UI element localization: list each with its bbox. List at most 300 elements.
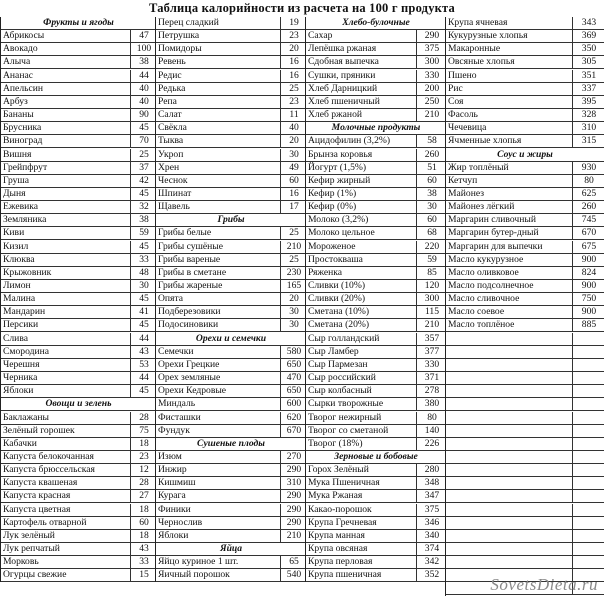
table-row [1, 517, 156, 530]
product-name: Чеснок [158, 174, 188, 186]
product-name: Чернослив [158, 516, 203, 528]
product-name: Жир топлёный [448, 161, 509, 173]
table-row [156, 319, 306, 332]
table-row [1, 188, 156, 201]
table-row [1, 319, 156, 332]
table-row [1, 122, 156, 135]
table-row [306, 149, 446, 162]
product-name: Хлеб Дарницкий [308, 82, 378, 94]
table-row [306, 412, 446, 425]
product-name: Клюква [3, 253, 35, 265]
calorie-value: 357 [416, 333, 446, 345]
calorie-value: 23 [130, 451, 156, 463]
product-name: Лимон [3, 280, 31, 291]
calorie-value: 23 [280, 30, 306, 42]
product-name: Масло подсолнечное [448, 280, 534, 291]
calorie-value: 343 [572, 17, 604, 29]
empty-row [446, 451, 604, 464]
product-name: Творог со сметаной [308, 424, 389, 436]
table-row [1, 425, 156, 438]
table-row [1, 412, 156, 425]
product-name: Сырки творожные [308, 398, 384, 410]
calorie-value: 342 [416, 556, 446, 568]
empty-row [446, 346, 604, 359]
calorie-value: 675 [572, 241, 604, 253]
calorie-value: 19 [280, 17, 306, 29]
product-name: Масло топлёное [448, 319, 515, 331]
calorie-value: 200 [416, 83, 446, 95]
section-header [156, 214, 306, 227]
product-name: Ананас [3, 69, 33, 81]
empty-cell [572, 346, 604, 358]
product-name: Яблоки [158, 529, 189, 541]
product-name: Кизил [3, 240, 29, 252]
calorie-value: 374 [416, 543, 446, 555]
calorie-value: 80 [416, 412, 446, 424]
table-row [446, 319, 604, 332]
calorie-value: 58 [416, 135, 446, 147]
table-row [1, 83, 156, 96]
calorie-value: 60 [416, 175, 446, 187]
section-title: Фрукты и ягоды [43, 17, 114, 28]
product-name: Щавель [158, 201, 190, 213]
empty-row [446, 490, 604, 503]
table-row [306, 70, 446, 83]
product-name: Яичный порошок [158, 569, 230, 581]
calorie-value: 230 [280, 267, 306, 279]
product-name: Опята [158, 293, 184, 305]
calorie-value: 210 [280, 241, 306, 253]
section-title: Сушеные плоды [197, 437, 265, 449]
table-row [156, 83, 306, 96]
table-row [156, 569, 306, 582]
calorie-value: 260 [416, 149, 446, 161]
table-row [306, 293, 446, 306]
table-row [446, 227, 604, 240]
table-row [156, 56, 306, 69]
section-title: Яйца [219, 543, 243, 554]
calorie-value: 900 [572, 306, 604, 318]
calorie-value: 100 [130, 43, 156, 55]
table-row [156, 306, 306, 319]
table-row [1, 109, 156, 122]
table-row [306, 319, 446, 332]
product-name: Абрикосы [3, 30, 45, 42]
calorie-value: 40 [130, 96, 156, 108]
empty-row [446, 359, 604, 372]
empty-cell [572, 504, 604, 516]
product-name: Сметана (10%) [308, 306, 370, 318]
calorie-value: 650 [280, 385, 306, 397]
calorie-value: 328 [572, 109, 604, 121]
section-header [156, 333, 306, 346]
table-row [446, 56, 604, 69]
calorie-value: 290 [280, 517, 306, 529]
table-row [1, 227, 156, 240]
table-row [1, 530, 156, 543]
table-row [306, 43, 446, 56]
empty-cell [572, 425, 604, 437]
table-row [306, 346, 446, 359]
calorie-value: 45 [130, 241, 156, 253]
calorie-value: 25 [280, 227, 306, 239]
empty-cell [572, 385, 604, 397]
table-row [1, 543, 156, 556]
table-row [446, 43, 604, 56]
calorie-value: 165 [280, 280, 306, 292]
table-row [156, 227, 306, 240]
calorie-value: 51 [416, 162, 446, 174]
table-row [156, 188, 306, 201]
product-name: Лук зелёный [3, 529, 55, 541]
calorie-value: 15 [130, 569, 156, 581]
table-row [1, 385, 156, 398]
product-name: Майонез лёгкий [448, 201, 515, 213]
product-name: Репа [158, 95, 177, 107]
product-name: Кефир (0%) [308, 201, 357, 213]
table-row [156, 556, 306, 569]
table-row [156, 254, 306, 267]
table-row [1, 162, 156, 175]
empty-cell [572, 543, 604, 555]
calorie-value: 27 [130, 490, 156, 502]
product-name: Яблоки [3, 385, 34, 397]
product-name: Творог нежирный [308, 411, 382, 423]
table-row [306, 56, 446, 69]
product-name: Хрен [158, 161, 180, 173]
calorie-value: 226 [416, 438, 446, 450]
table-row [446, 254, 604, 267]
product-name: Сахар [308, 30, 333, 42]
table-row [306, 254, 446, 267]
calorie-value: 115 [416, 306, 446, 318]
product-name: Молоко (3,2%) [308, 214, 369, 226]
table-row [446, 306, 604, 319]
calorie-value: 60 [416, 214, 446, 226]
product-name: Капуста белокочанная [3, 450, 94, 462]
calorie-value: 33 [130, 556, 156, 568]
table-row [1, 96, 156, 109]
calorie-value: 371 [416, 372, 446, 384]
table-row [446, 135, 604, 148]
product-name: Маргарин для выпечки [448, 240, 543, 252]
table-row [446, 109, 604, 122]
calorie-value: 38 [130, 214, 156, 226]
calorie-value: 346 [416, 517, 446, 529]
product-name: Крупа перловая [308, 556, 373, 568]
product-name: Горох Зелёный [308, 464, 369, 476]
empty-row [446, 398, 604, 411]
table-row [446, 70, 604, 83]
calorie-value: 220 [416, 241, 446, 253]
table-row [1, 477, 156, 490]
product-name: Сыр Пармезан [308, 358, 368, 370]
calorie-value: 11 [280, 109, 306, 121]
table-row [306, 504, 446, 517]
table-row [1, 372, 156, 385]
product-name: Рис [448, 82, 463, 94]
calorie-value: 351 [572, 70, 604, 82]
empty-row [446, 438, 604, 451]
empty-row [446, 517, 604, 530]
table-row [306, 385, 446, 398]
table-row [156, 464, 306, 477]
table-row [1, 70, 156, 83]
table-row [306, 280, 446, 293]
table-column [305, 17, 446, 582]
table-row [446, 175, 604, 188]
calorie-value: 45 [130, 122, 156, 134]
table-row [156, 135, 306, 148]
product-name: Дыня [3, 187, 26, 199]
calorie-value: 580 [280, 346, 306, 358]
table-row [156, 425, 306, 438]
section-title: Хлебо-булочные [342, 17, 410, 28]
table-row [306, 267, 446, 280]
product-name: Сушки, пряники [308, 69, 376, 81]
product-name: Арбуз [3, 95, 28, 107]
product-name: Мука Ржаная [308, 490, 363, 502]
table-row [306, 214, 446, 227]
calorie-value: 305 [572, 56, 604, 68]
table-row [1, 135, 156, 148]
empty-cell [572, 359, 604, 371]
product-name: Кишмиш [158, 477, 196, 489]
calorie-value: 40 [280, 122, 306, 134]
empty-cell [572, 451, 604, 463]
table-row [156, 385, 306, 398]
calorie-value: 53 [130, 359, 156, 371]
product-name: Капуста квашеная [3, 477, 78, 489]
empty-row [446, 372, 604, 385]
product-name: Кефир жирный [308, 174, 371, 186]
empty-cell [572, 372, 604, 384]
table-row [1, 175, 156, 188]
product-name: Ежевика [3, 201, 39, 213]
product-name: Шпинат [158, 187, 192, 199]
table-row [446, 280, 604, 293]
empty-cell [572, 530, 604, 542]
table-row [1, 490, 156, 503]
product-name: Овсяные хлопья [448, 56, 515, 68]
empty-cell [572, 438, 604, 450]
product-name: Масло кукурузное [448, 253, 524, 265]
empty-cell [572, 556, 604, 568]
calorie-value: 25 [280, 83, 306, 95]
calorie-value: 20 [280, 135, 306, 147]
table-row [1, 346, 156, 359]
product-name: Хлеб ржаной [308, 109, 363, 121]
table-row [446, 122, 604, 135]
product-name: Помидоры [158, 43, 202, 55]
table-row [1, 43, 156, 56]
table-row [1, 333, 156, 346]
calorie-value: 28 [130, 412, 156, 424]
calorie-value: 650 [280, 359, 306, 371]
calorie-value: 25 [130, 149, 156, 161]
table-row [156, 280, 306, 293]
table-column [155, 17, 306, 582]
table-row [306, 227, 446, 240]
empty-cell [572, 490, 604, 502]
table-row [156, 412, 306, 425]
calorie-value: 60 [280, 175, 306, 187]
product-name: Кукурузные хлопья [448, 30, 528, 42]
product-name: Ацидофилин (3,2%) [308, 135, 391, 147]
table-row [306, 359, 446, 372]
table-row [446, 30, 604, 43]
section-title: Орехи и семечки [195, 332, 267, 344]
product-name: Молоко цельное [308, 227, 375, 239]
product-name: Персики [3, 319, 39, 331]
table-row [446, 293, 604, 306]
product-name: Инжир [158, 464, 187, 476]
calorie-value: 20 [280, 293, 306, 305]
section-header [156, 438, 306, 451]
product-name: Ряженка [308, 266, 343, 278]
section-header [156, 543, 306, 556]
calorie-value: 540 [280, 569, 306, 581]
product-name: Крупа ячневая [448, 17, 508, 28]
section-title: Молочные продукты [331, 122, 421, 134]
product-name: Орех земляные [158, 372, 221, 384]
calorie-value: 59 [416, 254, 446, 266]
table-row [306, 241, 446, 254]
calorie-value: 750 [572, 293, 604, 305]
product-name: Петрушка [158, 30, 200, 42]
table-row [446, 201, 604, 214]
table-row [446, 96, 604, 109]
product-name: Мука Пшеничная [308, 477, 380, 489]
table-row [306, 333, 446, 346]
calorie-value: 20 [280, 43, 306, 55]
product-name: Соя [448, 95, 464, 107]
table-row [306, 201, 446, 214]
table-row [306, 556, 446, 569]
product-name: Капуста цветная [3, 503, 71, 515]
table-row [306, 83, 446, 96]
calorie-value: 60 [130, 517, 156, 529]
calorie-value: 41 [130, 306, 156, 318]
product-name: Огурцы свежие [3, 569, 67, 581]
table-row [156, 530, 306, 543]
calorie-value: 600 [280, 398, 306, 410]
table-row [1, 359, 156, 372]
table-row [156, 267, 306, 280]
table-row [156, 504, 306, 517]
product-name: Орехи Кедровые [158, 385, 227, 397]
product-name: Финики [158, 503, 191, 515]
product-name: Фундук [158, 424, 190, 436]
calorie-value: 290 [280, 504, 306, 516]
product-name: Сыр голландский [308, 332, 380, 344]
product-name: Крупа манная [308, 529, 365, 541]
calorie-value: 885 [572, 319, 604, 331]
calorie-value: 140 [416, 425, 446, 437]
product-name: Сыр колбасный [308, 385, 372, 397]
product-name: Салат [158, 109, 182, 121]
calorie-value: 260 [572, 201, 604, 213]
product-name: Тыква [158, 135, 184, 147]
table-row [156, 162, 306, 175]
table-row [306, 438, 446, 451]
table-row [306, 517, 446, 530]
calorie-value: 18 [130, 530, 156, 542]
calorie-value: 337 [572, 83, 604, 95]
table-row [306, 372, 446, 385]
product-name: Простокваша [308, 253, 363, 265]
calorie-value: 16 [280, 188, 306, 200]
table-row [1, 504, 156, 517]
product-name: Ячменные хлопья [448, 135, 522, 147]
table-row [156, 109, 306, 122]
table-row [1, 214, 156, 227]
calorie-value: 300 [416, 293, 446, 305]
calorie-value: 18 [130, 504, 156, 516]
product-name: Свёкла [158, 122, 187, 134]
product-name: Брусника [3, 122, 42, 134]
product-name: Мороженое [308, 240, 356, 252]
calorie-value: 18 [130, 438, 156, 450]
product-name: Какао-порошок [308, 503, 372, 515]
empty-cell [572, 398, 604, 410]
calorie-value: 330 [416, 359, 446, 371]
calorie-value: 44 [130, 333, 156, 345]
calorie-value: 75 [130, 425, 156, 437]
calorie-value: 37 [130, 162, 156, 174]
calorie-value: 625 [572, 188, 604, 200]
calorie-value: 900 [572, 280, 604, 292]
calorie-value: 42 [130, 175, 156, 187]
table-row [1, 267, 156, 280]
table-row [156, 17, 306, 30]
calorie-value: 315 [572, 135, 604, 147]
table-row [156, 122, 306, 135]
table-row [1, 30, 156, 43]
calorie-value: 32 [130, 201, 156, 213]
calorie-value: 620 [280, 412, 306, 424]
calorie-value: 68 [416, 227, 446, 239]
calorie-value: 380 [416, 398, 446, 410]
table-row [1, 464, 156, 477]
empty-cell [572, 517, 604, 529]
calorie-value: 670 [572, 227, 604, 239]
calorie-value: 120 [416, 280, 446, 292]
product-name: Алыча [3, 56, 31, 68]
product-name: Ревень [158, 56, 186, 68]
section-header [306, 451, 446, 464]
calorie-value: 470 [280, 372, 306, 384]
calorie-value: 12 [130, 464, 156, 476]
calorie-value: 38 [416, 188, 446, 200]
calorie-value: 40 [130, 83, 156, 95]
section-header [1, 398, 156, 411]
product-name: Малина [3, 293, 36, 305]
calorie-value: 900 [572, 254, 604, 266]
calorie-value: 43 [130, 346, 156, 358]
calorie-value: 59 [130, 227, 156, 239]
product-name: Орехи Грецкие [158, 358, 220, 370]
calorie-value: 47 [130, 30, 156, 42]
table-row [1, 306, 156, 319]
product-name: Черника [3, 372, 38, 384]
calorie-value: 43 [130, 543, 156, 555]
product-name: Грибы в сметане [158, 266, 227, 278]
product-name: Морковь [3, 556, 39, 568]
empty-cell [572, 412, 604, 424]
calorie-value: 17 [280, 201, 306, 213]
product-name: Курага [158, 490, 186, 502]
